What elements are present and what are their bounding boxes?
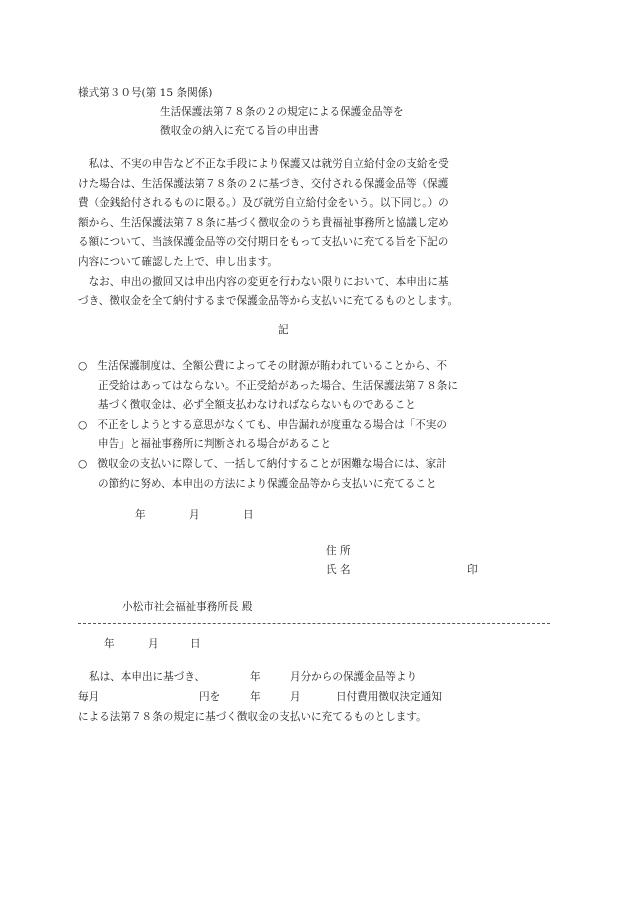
footer-line-1c: 月分からの保護金品等より: [290, 671, 418, 683]
list-item-cont: 申告」と福祉事務所に判断される場合があること: [98, 438, 332, 451]
footer-line-2e: 日付費用徴収決定通知: [336, 691, 442, 703]
separator-line: [78, 623, 550, 624]
addressee: 小松市社会福祉事務所長 殿: [122, 601, 253, 613]
form-number: 様式第３０号(第 15 条関係): [78, 87, 213, 99]
body-line: づき、徴収金を全て納付するまで保護金品等から支払いに充てるものとします。: [78, 295, 459, 308]
circle-mark: ○: [78, 457, 88, 470]
name-label: 氏 名: [326, 564, 351, 576]
date2-year-label: 年: [104, 638, 115, 650]
footer-line-2a: 毎月: [78, 691, 100, 703]
date-year-label: 年: [135, 509, 146, 521]
footer-line-2d: 月: [290, 691, 301, 703]
body-line: 費（金銭給付されるものに限る。）及び就労自立給付金をいう。以下同じ。）の: [78, 197, 449, 210]
body-line: る額について、当該保護金品等の交付期日をもって支払いに充てる旨を下記の: [78, 236, 449, 249]
date-day-label: 日: [243, 509, 254, 521]
footer-line-3: による法第７８条の規定に基づく徴収金の支払いに充てるものとします。: [78, 711, 427, 723]
address-label: 住 所: [326, 545, 351, 557]
list-item: ○ 生活保護制度は、全額公費によってその財源が賄われていることから、不: [78, 357, 548, 377]
footer-line-2c: 年: [250, 691, 261, 703]
seal-mark: 印: [467, 564, 478, 576]
footer-line-2b: 円を: [199, 691, 221, 703]
date2-month-label: 月: [148, 638, 159, 650]
list-item-cont: の節約に努め、本申出の方法により保護金品等から支払いに充てること: [98, 477, 437, 490]
body-line: 額から、生活保護法第７８条に基づく徴収金のうち貴福祉事務所と協議し定め: [78, 216, 449, 229]
body-line: けた場合は、生活保護法第７８条の２に基づき、交付される保護金品等（保護: [78, 177, 449, 190]
list-item-cont: 正受給はあってはならない。不正受給があった場合、生活保護法第７８条に: [98, 379, 458, 392]
date2-day-label: 日: [190, 638, 201, 650]
footer-line-1b: 年: [250, 671, 261, 683]
date-month-label: 月: [189, 509, 200, 521]
body-line: なお、申出の撤回又は申出内容の変更を行わない限りにおいて、本申出に基: [78, 275, 449, 288]
title-line-2: 徴収金の納入に充てる旨の申出書: [160, 125, 319, 137]
circle-mark: ○: [78, 360, 88, 372]
body-line: 内容について確認した上で、申し出ます。: [78, 255, 279, 268]
footer-line-1a: 私は、本申出に基づき、: [89, 671, 206, 683]
list-item-cont: 基づく徴収金は、必ず全額支払わなければならないものであること: [98, 399, 416, 412]
body-line: 私は、不実の申告など不正な手段により保護又は就労自立給付金の支給を受: [78, 158, 449, 170]
title-line-1: 生活保護法第７８条の２の規定による保護金品等を: [160, 106, 404, 118]
ki-heading: 記: [278, 324, 289, 336]
list-item: ○ 徴収金の支払いに際して、一括して納付することが困難な場合には、家計: [78, 455, 548, 475]
body-paragraph: [78, 155, 548, 312]
list-item: ○ 不正をしようとする意思がなくても、申告漏れが度重なる場合は「不実の: [78, 416, 548, 436]
circle-mark: ○: [78, 418, 88, 431]
notice-list: [78, 357, 548, 494]
